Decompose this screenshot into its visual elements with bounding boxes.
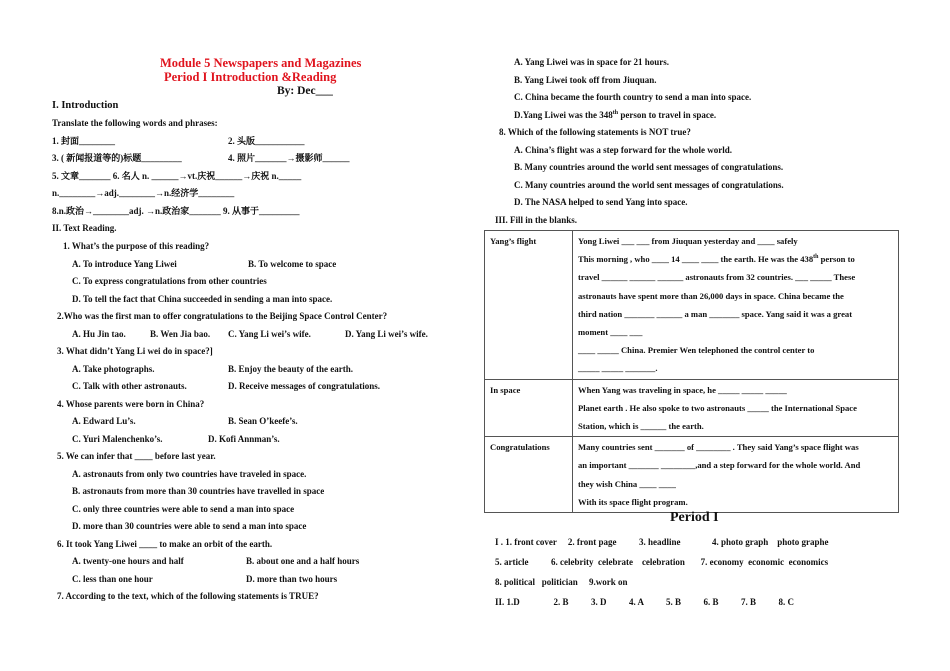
- question-2: 2.Who was the first man to offer congratulations to the Beijing Space Control Center?: [57, 311, 388, 321]
- fill-blanks-table: [484, 230, 899, 513]
- q1-option-c: C. To express congratulations from other countries: [72, 276, 267, 286]
- row-text-yangs-flight: Yong Liwei ___ ___ from Jiuquan yesterday and ____ safely This morning , who ____ 14 ____ ____ the earth. He was the 438th person to travel ______ ______ ______ astronauts from 32 countries. ___ _____ These astronauts have spent more than 26,000 days in space. China became the third nation _______ ______ a man _______ space. Yang said it was a great moment ____ ___ ____ _____ China. Premier Wen telephoned the control center to _____ _____ _______.: [573, 231, 899, 380]
- vocab-7: n.________→adj.________→n.经济学________: [52, 188, 235, 198]
- row-label-congratulations: Congratulations: [485, 437, 573, 513]
- table-row: [485, 437, 899, 513]
- q6-option-b: B. about one and a half hours: [246, 556, 360, 566]
- doc-subtitle: Period I Introduction &Reading: [164, 70, 337, 84]
- question-4: 4. Whose parents were born in China?: [57, 399, 205, 409]
- vocab-2: 2. 头版___________: [228, 136, 305, 146]
- q7-option-a: A. Yang Liwei was in space for 21 hours.: [514, 57, 670, 67]
- question-1: 1. What’s the purpose of this reading?: [63, 241, 210, 251]
- vocab-4: 4. 照片_______→摄影师______: [228, 153, 350, 163]
- vocab-8: 8.n.政治→________adj. →n.政治家_______ 9. 从事于_________: [52, 206, 300, 216]
- q8-option-b: B. Many countries around the world sent messages of congratulations.: [514, 162, 784, 172]
- vocab-5: 5. 文章_______ 6. 名人 n. ______→vt.庆祝______→庆祝 n._____: [52, 171, 302, 181]
- section-text-reading: II. Text Reading.: [52, 223, 117, 233]
- row-label-in-space: In space: [485, 379, 573, 437]
- section-fill-blanks: III. Fill in the blanks.: [495, 215, 578, 225]
- q1-option-a: A. To introduce Yang Liwei: [72, 259, 177, 269]
- q5-option-b: B. astronauts from more than 30 countries have travelled in space: [72, 486, 325, 496]
- answers-line-4: II. 1.D 2. B 3. D 4. A 5. B 6. B 7. B 8. C: [495, 597, 795, 607]
- author-line: By: Dec___: [277, 85, 333, 97]
- q4-option-a: A. Edward Lu’s.: [72, 416, 136, 426]
- q7-option-c: C. China became the fourth country to send a man into space.: [514, 92, 752, 102]
- question-5: 5. We can infer that ____ before last year.: [57, 451, 216, 461]
- table-row: [485, 231, 899, 380]
- q4-option-c: C. Yuri Malenchenko’s.: [72, 434, 163, 444]
- q3-option-a: A. Take photographs.: [72, 364, 155, 374]
- q8-option-c: C. Many countries around the world sent messages of congratulations.: [514, 180, 784, 190]
- q4-option-d: D. Kofi Annman’s.: [208, 434, 280, 444]
- q4-option-b: B. Sean O’keefe’s.: [228, 416, 298, 426]
- doc-title: Module 5 Newspapers and Magazines: [160, 56, 362, 70]
- q2-option-c: C. Yang Li wei’s wife.: [228, 329, 311, 339]
- vocab-1: 1. 封面________: [52, 136, 116, 146]
- question-3: 3. What didn’t Yang Li wei do in space?]: [57, 346, 213, 356]
- table-row: [485, 379, 899, 437]
- q7-option-d: D.Yang Liwei was the 348th person to travel in space.: [514, 110, 717, 120]
- q2-option-a: A. Hu Jin tao.: [72, 329, 126, 339]
- q1-option-b: B. To welcome to space: [248, 259, 337, 269]
- section-introduction: I. Introduction: [52, 100, 119, 111]
- q8-option-a: A. China’s flight was a step forward for the whole world.: [514, 145, 732, 155]
- q5-option-a: A. astronauts from only two countries have traveled in space.: [72, 469, 307, 479]
- vocab-3: 3. ( 新闻报道等的)标题_________: [52, 153, 182, 163]
- answers-heading: Period I: [670, 510, 719, 525]
- question-7: 7. According to the text, which of the following statements is TRUE?: [57, 591, 319, 601]
- translate-instruction: Translate the following words and phrases:: [52, 118, 218, 128]
- q5-option-d: D. more than 30 countries were able to send a man into space: [72, 521, 307, 531]
- q3-option-d: D. Receive messages of congratulations.: [228, 381, 380, 391]
- q3-option-b: B. Enjoy the beauty of the earth.: [228, 364, 353, 374]
- q8-option-d: D. The NASA helped to send Yang into space.: [514, 197, 688, 207]
- q6-option-d: D. more than two hours: [246, 574, 338, 584]
- q7-option-b: B. Yang Liwei took off from Jiuquan.: [514, 75, 657, 85]
- answers-line-1: I . 1. front cover 2. front page 3. headline 4. photo graph photo graphe: [495, 537, 829, 547]
- row-text-in-space: When Yang was traveling in space, he _____ _____ _____ Planet earth . He also spoke to two astronauts _____ the International Space Station, which is ______ the earth.: [573, 379, 899, 437]
- q5-option-c: C. only three countries were able to send a man into space: [72, 504, 295, 514]
- q1-option-d: D. To tell the fact that China succeeded in sending a man into space.: [72, 294, 333, 304]
- answers-line-3: 8. political politician 9.work on: [495, 577, 628, 587]
- question-6: 6. It took Yang Liwei ____ to make an orbit of the earth.: [57, 539, 273, 549]
- q3-option-c: C. Talk with other astronauts.: [72, 381, 187, 391]
- q2-option-d: D. Yang Li wei’s wife.: [345, 329, 428, 339]
- row-label-yangs-flight: Yang’s flight: [485, 231, 573, 380]
- q2-option-b: B. Wen Jia bao.: [150, 329, 211, 339]
- q6-option-c: C. less than one hour: [72, 574, 153, 584]
- question-8: 8. Which of the following statements is NOT true?: [499, 127, 691, 137]
- row-text-congratulations: Many countries sent _______ of ________ . They said Yang’s space flight was an important _______ ________,and a step forward for the whole world. And they wish China ____ ____ With its space flight program.: [573, 437, 899, 513]
- q6-option-a: A. twenty-one hours and half: [72, 556, 184, 566]
- answers-line-2: 5. article 6. celebrity celebrate celebration 7. economy economic economics: [495, 557, 829, 567]
